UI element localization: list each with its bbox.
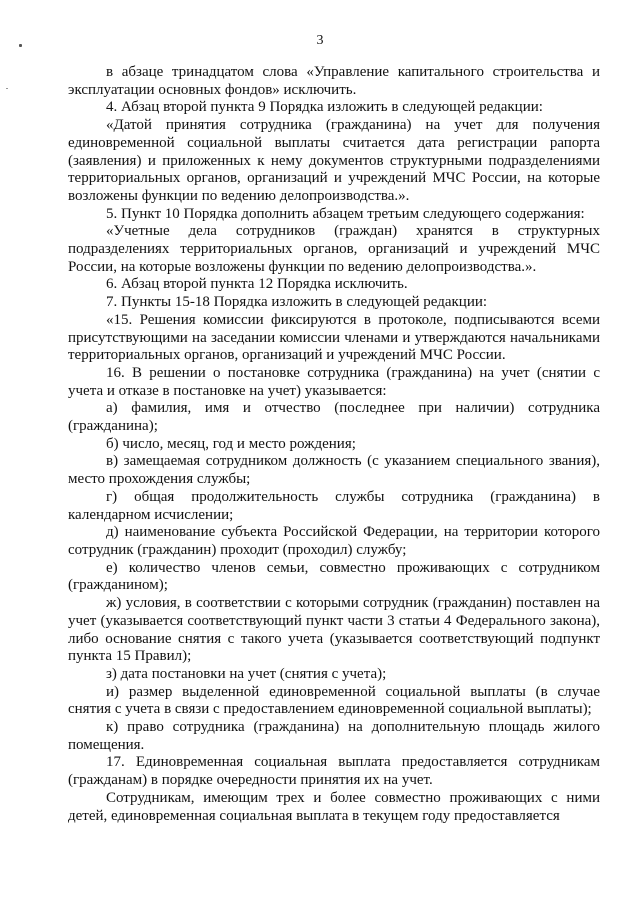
list-item: г) общая продолжительность службы сотрудника (гражданина) в календарном исчислении; xyxy=(68,488,600,523)
paragraph: 6. Абзац второй пункта 12 Порядка исключить. xyxy=(106,276,408,293)
paragraph: 7. Пункты 15-18 Порядка изложить в следующей редакции: xyxy=(106,294,488,311)
list-item: к) право сотрудника (гражданина) на дополнительную площадь жилого помещения. xyxy=(68,719,600,753)
list-item: ж) условия, в соответствии с которыми сотрудник (гражданин) поставлен на учет (указывается соответствующий пункт части 3 статьи 4 Федерального закона), либо основание снятия с такого учета (указывается соответствующий подпункт пункта 15 Правил); xyxy=(68,595,600,665)
page-number: 3 xyxy=(316,33,324,48)
paragraph: Сотрудникам, имеющим трех и более совместно проживающих с ними детей, единовременная социальная выплата в текущем году предоставляется xyxy=(68,789,600,824)
list-item: е) количество членов семьи, совместно проживающих с сотрудником (гражданином); xyxy=(68,559,600,594)
list-item: д) наименование субъекта Российской Федерации, на территории которого сотрудник (гражданин) проходит (проходил) службу; xyxy=(68,524,600,558)
paragraph: 5. Пункт 10 Порядка дополнить абзацем третьим следующего содержания: xyxy=(106,205,585,222)
paragraph: в абзаце тринадцатом слова «Управление капитального строительства и эксплуатации основных фондов» исключить. xyxy=(68,64,600,98)
list-item: з) дата постановки на учет (снятия с учета); xyxy=(106,665,387,682)
list-item: и) размер выделенной единовременной социальной выплаты (в случае снятия с учета в связи с предоставлением единовременной социальной выплаты); xyxy=(68,683,600,718)
list-item: а) фамилия, имя и отчество (последнее при наличии) сотрудника (гражданина); xyxy=(68,400,600,435)
paragraph: 17. Единовременная социальная выплата предоставляется сотрудникам (гражданам) в порядке очередности принятия их на учет. xyxy=(68,754,600,789)
document-body xyxy=(68,64,600,825)
paragraph: «Датой принятия сотрудника (гражданина) на учет для получения единовременной социальной выплаты считается дата регистрации рапорта (заявления) и приложенных к нему документов структурными подразделениями территориальных органов, организаций и учреждений МЧС России, на которые возложены функции по ведению делопроизводства.». xyxy=(68,117,600,204)
paragraph: «15. Решения комиссии фиксируются в протоколе, подписываются всеми присутствующими на заседании комиссии членами и утверждаются начальниками территориальных органов, организаций и учреждений МЧС России. xyxy=(68,311,600,364)
paragraph: 16. В решении о постановке сотрудника (гражданина) на учет (снятии с учета и отказе в постановке на учет) указывается: xyxy=(68,364,600,399)
paragraph: «Учетные дела сотрудников (граждан) хранятся в структурных подразделениях территориальных органов, организаций и учреждений МЧС России, на которые возложены функции по ведению делопроизводства.». xyxy=(68,223,600,275)
list-item: в) замещаемая сотрудником должность (с указанием специального звания), место прохождения службы; xyxy=(68,453,600,488)
paragraph: 4. Абзац второй пункта 9 Порядка изложить в следующей редакции: xyxy=(106,99,543,116)
scan-speck xyxy=(6,88,8,89)
list-item: б) число, месяц, год и место рождения; xyxy=(106,435,356,452)
